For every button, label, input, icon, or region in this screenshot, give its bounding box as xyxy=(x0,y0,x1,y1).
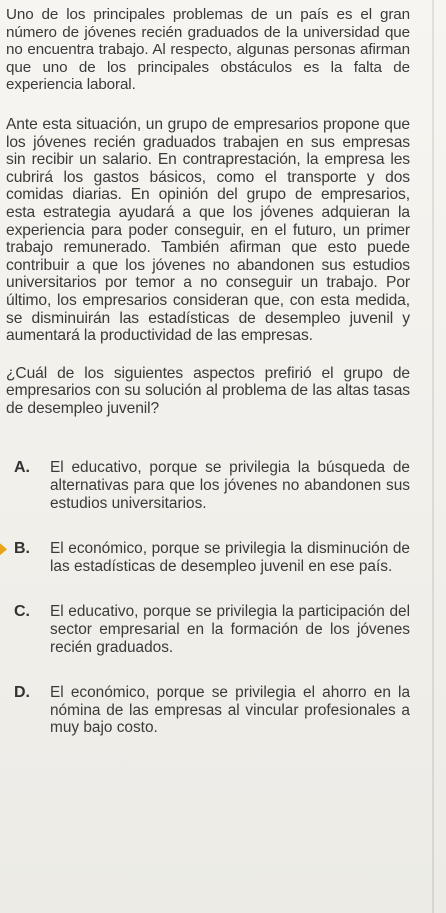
option-b-text: El económico, porque se privilegia la disminución de las estadísticas de desempleo juvenil en ese país. xyxy=(50,540,410,575)
option-c-letter: C. xyxy=(14,603,30,621)
option-d-text: El económico, porque se privilegia el ahorro en la nómina de las empresas al vincular profesionales a muy bajo costo. xyxy=(50,684,410,737)
option-d[interactable] xyxy=(6,684,410,737)
option-d-letter: D. xyxy=(14,684,30,702)
option-c-text: El educativo, porque se privilegia la participación del sector empresarial en la formación de los jóvenes recién graduados. xyxy=(50,603,410,656)
option-b-letter: B. xyxy=(14,540,30,558)
document-content xyxy=(6,6,410,765)
option-c[interactable] xyxy=(6,603,410,656)
answer-options xyxy=(6,459,410,737)
option-a-text: El educativo, porque se privilegia la búsqueda de alternativas para que los jóvenes no abandonen sus estudios universitarios. xyxy=(50,459,410,512)
option-a-letter: A. xyxy=(14,459,30,477)
page-edge xyxy=(432,0,434,913)
paragraph-2: Ante esta situación, un grupo de empresarios propone que los jóvenes recién graduados trabajen en sus empresas sin recibir un salario. En contraprestación, la empresa les cubrirá los gastos básicos, como el transporte y dos comidas diarias. En opinión del grupo de empresarios, esta estrategia ayudará a que los jóvenes adquieran la experiencia para poder conseguir, en el futuro, un primer trabajo remunerado. También afirman que esto puede contribuir a que los jóvenes no abandonen sus estudios universitarios por temor a no conseguir un trabajo. Por último, los empresarios consideran que, con esta medida, se disminuirán las estadísticas de desempleo juvenil y aumentará la productividad de las empresas. xyxy=(6,115,410,345)
option-b[interactable] xyxy=(6,540,410,575)
question-text: ¿Cuál de los siguientes aspectos prefirió el grupo de empresarios con su solución al problema de las altas tasas de desempleo juvenil? xyxy=(6,364,410,417)
option-a[interactable] xyxy=(6,459,410,512)
paragraph-1: Uno de los principales problemas de un país es el gran número de jóvenes recién graduados de la universidad que no encuentra trabajo. Al respecto, algunas personas afirman que uno de los principales obstáculos es la falta de experiencia laboral. xyxy=(6,6,410,94)
